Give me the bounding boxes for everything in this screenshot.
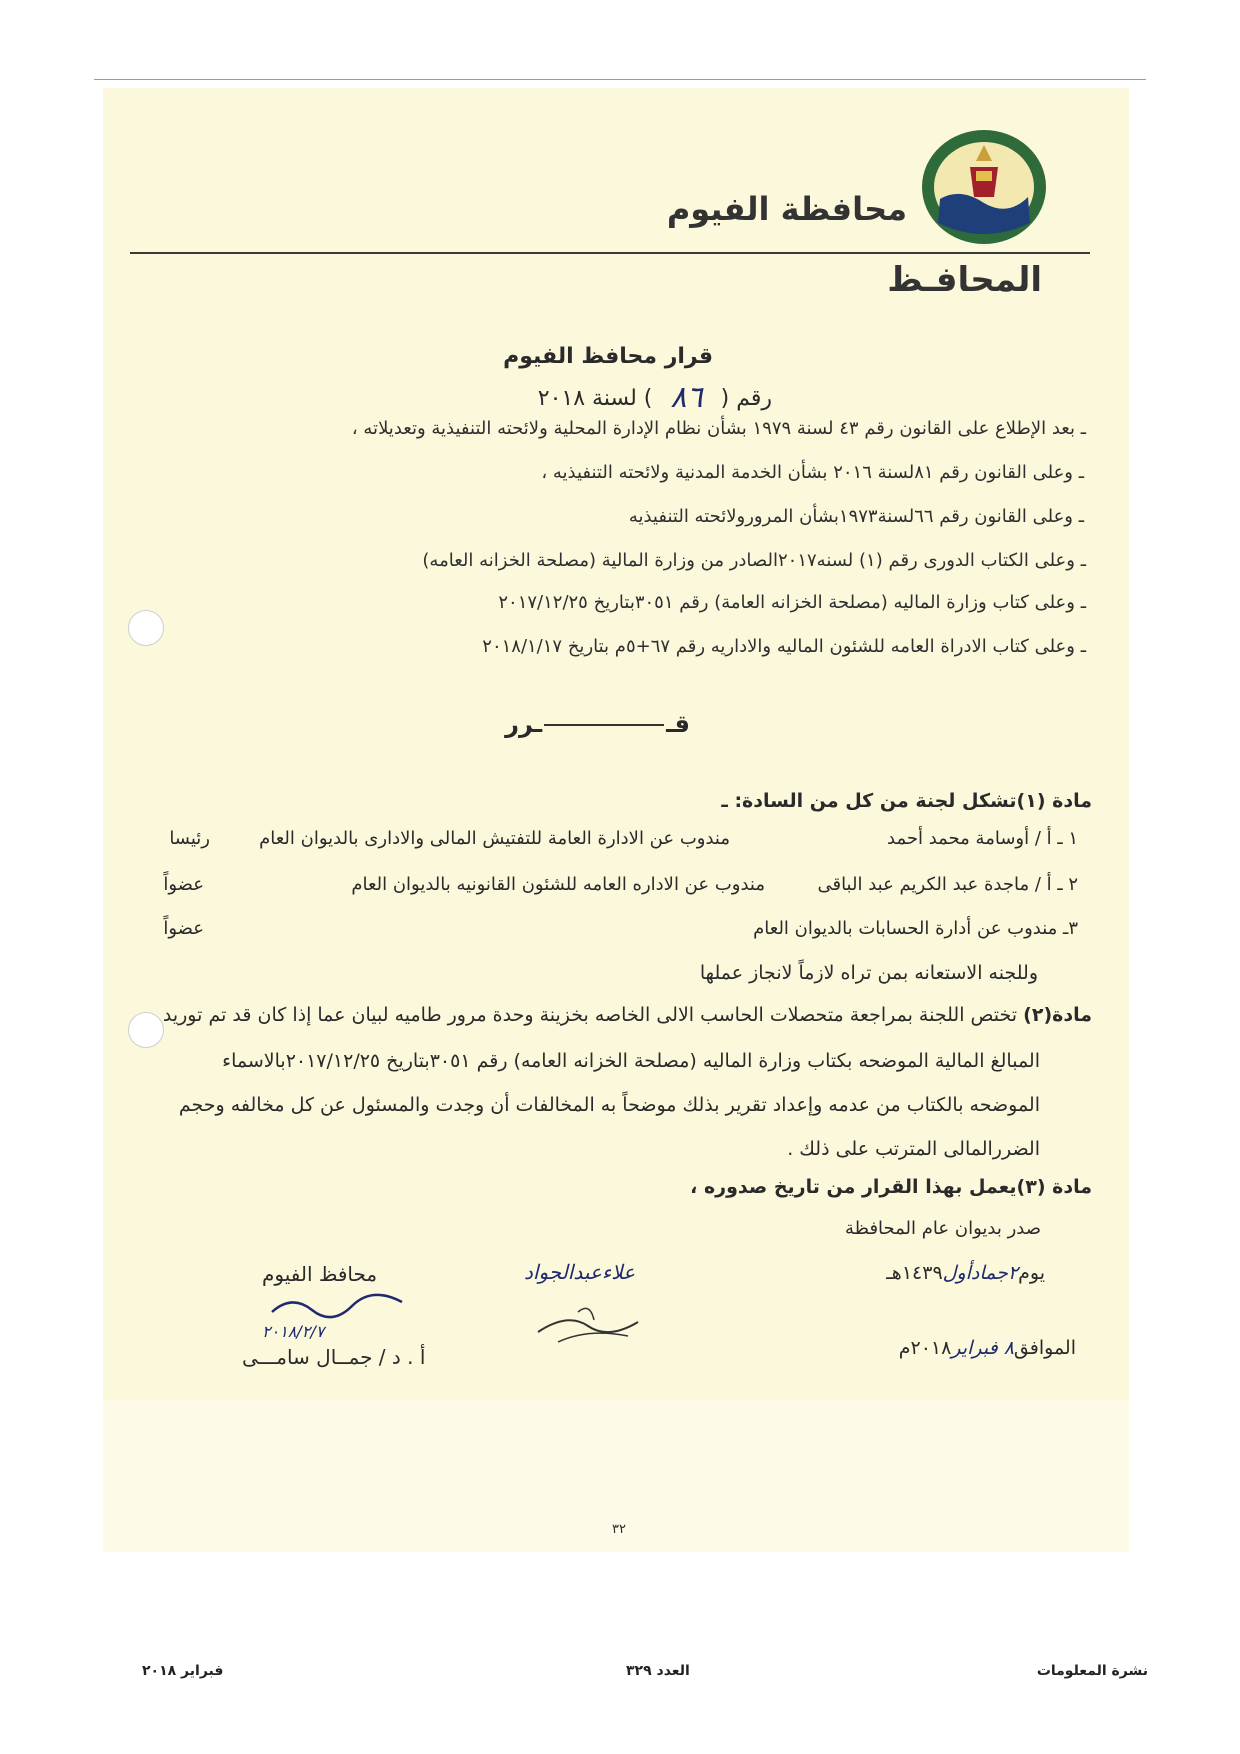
article-1-heading	[721, 790, 1092, 812]
article-1-note: وللجنه الاستعانه بمن تراه لازماً لانجاز عملها	[699, 962, 1038, 984]
hijri-date-handwritten: ٢جمادأول	[942, 1262, 1019, 1284]
page-top-rule	[94, 79, 1146, 80]
preamble-clause: ـ وعلى القانون رقم ٦٦لسنة١٩٧٣بشأن المروروﻻئحته التنفيذيه	[628, 506, 1084, 527]
member-3-row	[753, 918, 1078, 939]
member-index: ١ ـ أ /	[1029, 828, 1078, 849]
article-2-line: الموضحه بالكتاب من عدمه وإعداد تقرير بذلك موضحاً به المخالفات أن وجدت والمسئول عن كل مخالفه وحجم	[178, 1094, 1040, 1116]
member-1-name	[887, 828, 1078, 849]
preamble-clause: ـ وعلى كتاب الادراة العامه للشئون الماليه والاداريه رقم ٦٧+٥م بتاريخ ٢٠١٨/١/١٧	[482, 636, 1086, 657]
hijri-date-line	[886, 1262, 1045, 1284]
governorate-name: محافظة الفيوم	[666, 190, 907, 228]
article-3-line	[690, 1176, 1092, 1198]
page-number: ٣٢	[612, 1522, 626, 1537]
decree-title: قرار محافظ الفيوم	[503, 344, 713, 369]
footer-date: فبراير ٢٠١٨	[142, 1663, 224, 1679]
gregorian-date-handwritten: ٨ فبراير	[951, 1337, 1014, 1359]
date-prefix: الموافق	[1013, 1337, 1076, 1359]
member-2-name	[817, 874, 1078, 895]
initials-signature-scribble	[528, 1262, 648, 1352]
preamble-clause: ـ وعلى كتاب وزارة الماليه (مصلحة الخزانه العامة) رقم ٣٠٥١بتاريخ ٢٠١٧/١٢/٢٥	[498, 592, 1086, 613]
resolve-heading	[505, 710, 690, 738]
member-name: ماجدة عبد الكريم عبد الباقى	[817, 874, 1030, 895]
member-name: أوسامة محمد أحمد	[887, 828, 1030, 849]
initials-signature-name: علاءعبدالجواد	[524, 1260, 636, 1284]
header-rule	[130, 252, 1090, 254]
member-3-role: عضواً	[163, 918, 204, 939]
member-2-desc: مندوب عن الاداره العامه للشئون القانونيه بالديوان العام	[351, 874, 765, 895]
article-2-line: الضررالمالى المترتب على ذلك .	[787, 1138, 1040, 1160]
fayoum-governorate-logo	[920, 127, 1048, 247]
preamble-clause: ـ وعلى القانون رقم ٨١لسنة ٢٠١٦ بشأن الخدمة المدنية ولائحته التنفيذيه ،	[541, 462, 1084, 483]
resolve-kashida	[544, 724, 664, 726]
resolve-last: ـرر	[505, 710, 543, 738]
article-2-line: المبالغ المالية الموضحه بكتاب وزارة الماليه (مصلحة الخزانه العامه) رقم ٣٠٥١بتاريخ ٢٠١٧/١٢/٢٥بالاسماء	[222, 1050, 1040, 1072]
member-1-role: رئيسا	[169, 828, 210, 849]
gregorian-date-line	[899, 1337, 1076, 1359]
decree-number-prefix: رقم (	[720, 386, 772, 411]
article-2-label: مادة(٢)	[1023, 1004, 1092, 1026]
article-3-text: يعمل بهذا القرار من تاريخ صدوره ،	[690, 1176, 1017, 1198]
signatory-title: محافظ الفيوم	[262, 1262, 378, 1286]
decree-number: ٨٦	[670, 380, 703, 415]
signatory-name: أ . د / جمــال سامـــى	[242, 1345, 426, 1369]
punch-hole	[128, 610, 164, 646]
governor-signature-scribble	[262, 1288, 412, 1324]
resolve-first: قـ	[666, 710, 690, 738]
member-2-role: عضواً	[163, 874, 204, 895]
member-index: ٢ ـ أ /	[1029, 874, 1078, 895]
issued-at: صدر بديوان عام المحافظة	[845, 1218, 1041, 1239]
article-1-intro: تشكل لجنة من كل من السادة: ـ	[721, 790, 1017, 812]
governor-heading: المحافـظ	[887, 260, 1042, 300]
day-suffix: ١٤٣٩هـ	[886, 1262, 943, 1284]
preamble-clause: ـ وعلى الكتاب الدورى رقم (١) لسنه٢٠١٧الصادر من وزارة المالية (مصلحة الخزانه العامه)	[422, 550, 1086, 571]
punch-hole	[128, 1012, 164, 1048]
member-1-desc: مندوب عن الادارة العامة للتفتيش المالى والادارى بالديوان العام	[259, 828, 730, 849]
preamble-clause: ـ بعد الإطلاع على القانون رقم ٤٣ لسنة ١٩٧٩ بشأن نظام الإدارة المحلية ولائحته التنفيذية وتعديلاته ،	[351, 418, 1086, 439]
decree-number-line	[538, 378, 772, 413]
signature-handwritten-date: ٢٠١٨/٢/٧	[262, 1322, 325, 1341]
day-prefix: يوم	[1018, 1262, 1045, 1284]
article-2-text: تختص اللجنة بمراجعة متحصلات الحاسب الالى الخاصه بخزينة وحدة مرور طاميه لبيان عما إذا كان قد تم توريد	[162, 1004, 1018, 1026]
member-index: ٣ـ	[1057, 918, 1078, 939]
article-3-label: مادة (٣)	[1016, 1176, 1092, 1198]
footer-publication: نشرة المعلومات	[1036, 1663, 1148, 1679]
decree-number-suffix: ) لسنة ٢٠١٨	[537, 386, 653, 411]
article-1-label: مادة (١)	[1016, 790, 1092, 812]
member-desc: مندوب عن أدارة الحسابات بالديوان العام	[753, 918, 1058, 939]
date-suffix: ٢٠١٨م	[898, 1337, 952, 1359]
article-2-first-line	[163, 1004, 1092, 1026]
footer-issue: العدد ٣٢٩	[626, 1663, 690, 1679]
